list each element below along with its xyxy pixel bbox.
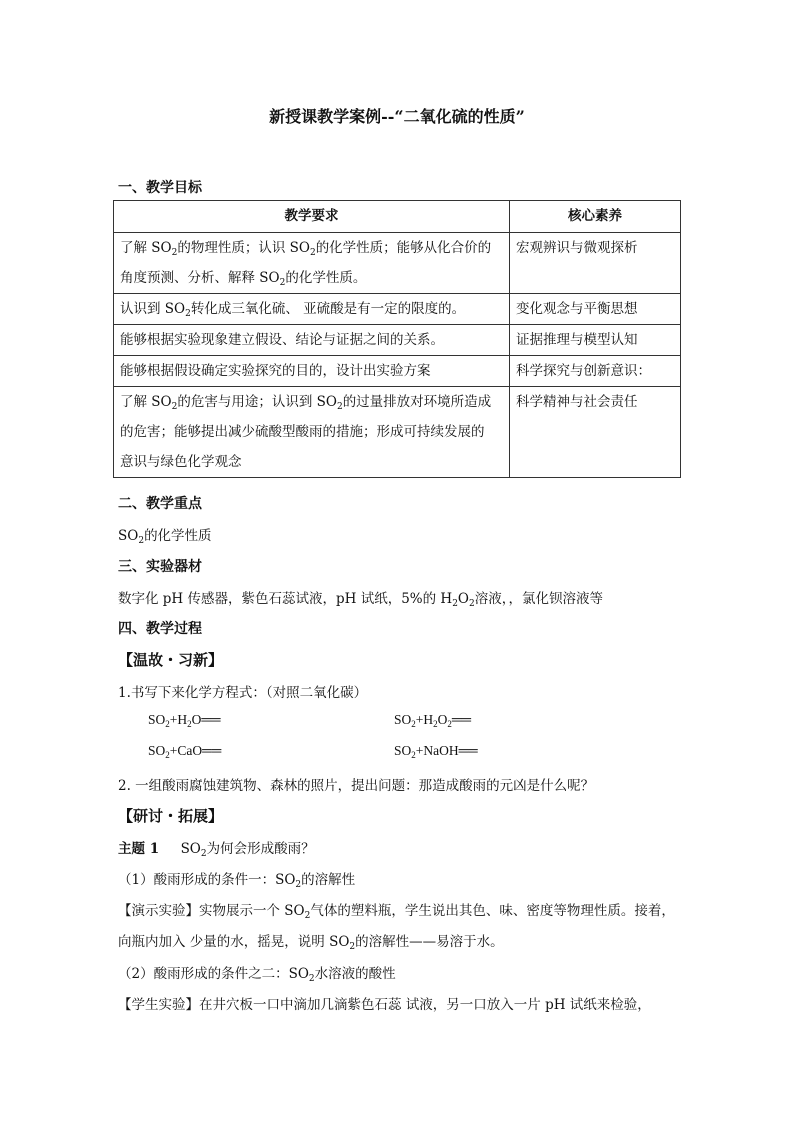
table-row <box>114 387 681 478</box>
table-row <box>114 294 681 325</box>
discussion-heading: 【研讨・拓展】 <box>118 807 224 825</box>
equation-1: $SO_2+H_2O══$ <box>148 712 221 729</box>
page-title: 新授课教学案例--“二氧化硫的性质” <box>269 107 525 126</box>
goals-table <box>113 200 681 478</box>
requirement-cell: 了解 $SO_2$的危害与用途；认识到 $SO_2$的过量排放对环境所造成 的危害；能够提出减少硫酸型酸雨的措施；形成可持续发展的 意识与绿色化学观念 <box>114 387 510 478</box>
core-literacy-cell: 证据推理与模型认知 <box>510 325 681 356</box>
requirement-cell: 能够根据实验现象建立假设、结论与证据之间的关系。 <box>114 325 510 356</box>
equation-4: $SO_2+NaOH══$ <box>394 743 478 760</box>
key-point-text: $SO_2$的化学性质 <box>118 528 212 546</box>
table-row <box>114 233 681 294</box>
table-row <box>114 356 681 387</box>
equation-2: $SO_2+H_2O_2══$ <box>394 712 472 729</box>
review-heading: 【温故・习新】 <box>118 651 224 669</box>
requirement-cell: 能够根据假设确定实验探究的目的，设计出实验方案 <box>114 356 510 387</box>
condition-2: （2）酸雨形成的条件之二：$SO_2$水溶液的酸性 <box>118 966 396 984</box>
core-literacy-cell: 变化观念与平衡思想 <box>510 294 681 325</box>
section-heading-key-points: 二、教学重点 <box>118 496 202 512</box>
table-row <box>114 325 681 356</box>
header-core-literacy: 核心素养 <box>510 201 681 233</box>
requirement-cell: 了解 $SO_2$的物理性质；认识 $SO_2$的化学性质；能够从化合价的 角度预测、分析、解释 $SO_2$的化学性质。 <box>114 233 510 294</box>
equipment-text: 数字化 pH 传感器，紫色石蕊试液，pH 试纸，5%的 $H_2O_2$溶液，，氯化钡溶液等 <box>118 591 603 609</box>
core-literacy-cell: 宏观辨识与微观探析 <box>510 233 681 294</box>
section-heading-goals: 一、教学目标 <box>118 180 202 196</box>
condition-1: （1）酸雨形成的条件一：$SO_2$的溶解性 <box>118 872 356 890</box>
section-heading-process: 四、教学过程 <box>118 621 202 637</box>
question-1: 1.书写下来化学方程式：（对照二氧化碳） <box>118 685 368 701</box>
core-literacy-cell: 科学精神与社会责任 <box>510 387 681 478</box>
question-2: 2. 一组酸雨腐蚀建筑物、森林的照片，提出问题：那造成酸雨的元凶是什么呢？ <box>118 778 595 794</box>
topic-1: 主题 1 $SO_2$为何会形成酸雨？ <box>118 841 315 859</box>
student-experiment: 【学生实验】在井穴板一口中滴加几滴紫色石蕊 试液，另一口放入一片 pH 试纸来检验， <box>118 997 651 1013</box>
equation-3: $SO_2+CaO══$ <box>148 743 222 760</box>
requirement-cell: 认识到 $SO_2$转化成三氧化硫、 亚硫酸是有一定的限度的。 <box>114 294 510 325</box>
core-literacy-cell: 科学探究与创新意识： <box>510 356 681 387</box>
section-heading-equipment: 三、实验器材 <box>118 559 202 575</box>
demo-experiment-cont: 向瓶内加入 少量的水，摇晃，说明 $SO_2$的溶解性——易溶于水。 <box>118 934 504 952</box>
header-requirements: 教学要求 <box>114 201 510 233</box>
demo-experiment: 【演示实验】实物展示一个 $SO_2$气体的塑料瓶，学生说出其色、味、密度等物理性质。接着， <box>118 903 675 921</box>
table-header-row <box>114 201 681 233</box>
